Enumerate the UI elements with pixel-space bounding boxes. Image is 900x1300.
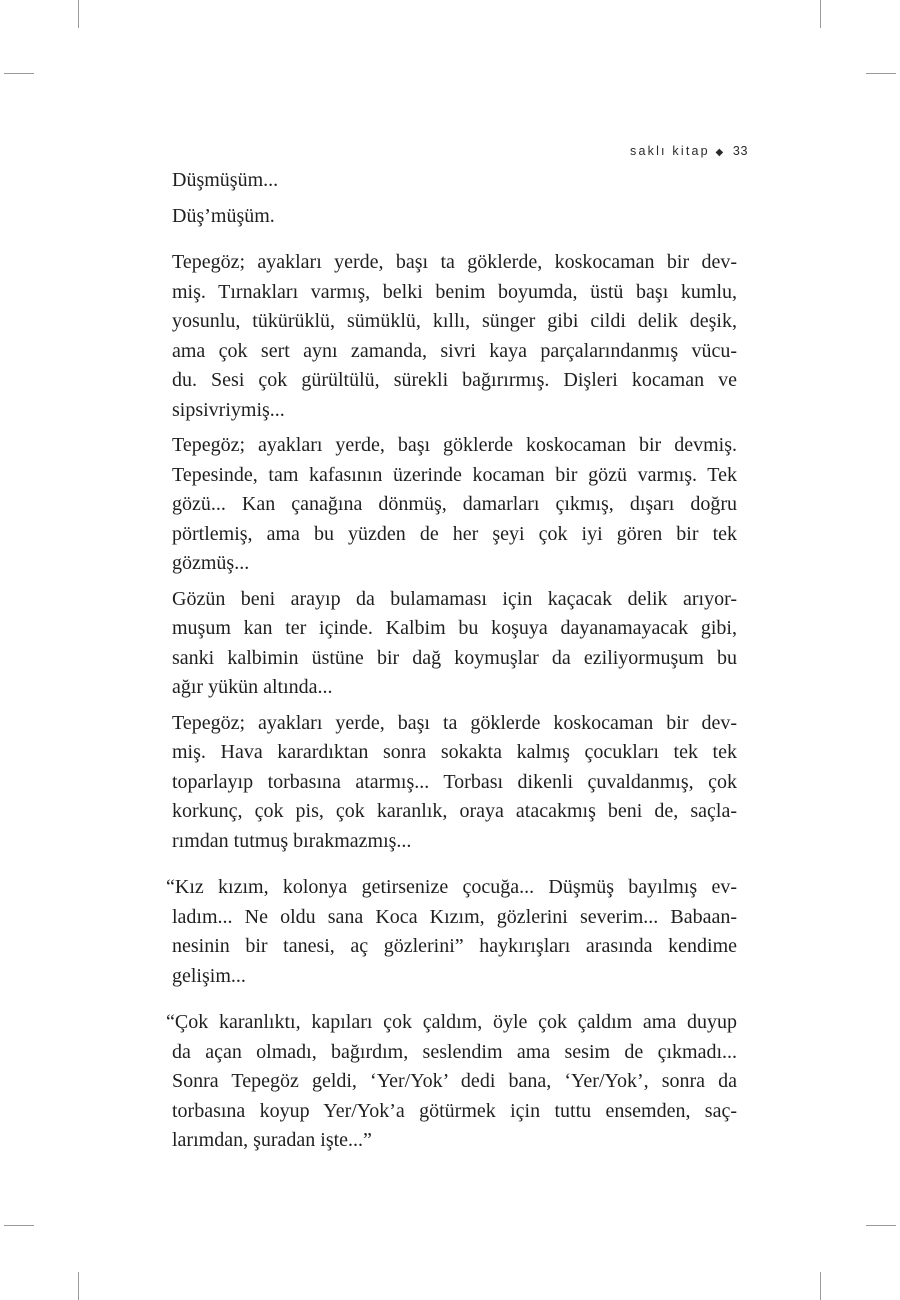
text-line: larımdan, şuradan işte...” xyxy=(172,1129,372,1151)
quoted-paragraph xyxy=(166,873,737,991)
text-line: “Çok karanlıktı, kapıları çok çaldım, öyle çok çaldım ama duyup xyxy=(166,1011,737,1033)
body-text xyxy=(166,166,737,1156)
text-line: Düşmüşüm... xyxy=(172,169,279,191)
text-line: ladım... Ne oldu sana Koca Kızım, gözlerini severim... Babaan- xyxy=(172,905,737,928)
crop-mark-top-left xyxy=(78,0,79,28)
paragraph xyxy=(172,431,737,579)
text-line: korkunç, çok pis, çok karanlık, oraya atacakmış beni de, saçla- xyxy=(172,800,737,822)
text-line: da açan olmadı, bağırdım, seslendim ama sesim de çıkmadı... xyxy=(172,1040,737,1063)
diamond-icon: ◆ xyxy=(715,147,724,158)
running-head xyxy=(630,144,748,158)
text-line: ama çok sert aynı zamanda, sivri kaya parçalarındanmış vücu- xyxy=(172,339,737,362)
text-line: Tepegöz; ayakları yerde, başı ta göklerde koskocaman bir dev- xyxy=(172,711,737,734)
page-number: 33 xyxy=(732,144,748,158)
text-line: Gözün beni arayıp da bulamaması için kaçacak delik arıyor- xyxy=(172,587,737,610)
paragraph xyxy=(172,248,737,425)
text-line: Tepegöz; ayakları yerde, başı ta göklerde, koskocaman bir dev- xyxy=(172,251,737,273)
text-line: yosunlu, tükürüklü, sümüklü, kıllı, sünger gibi cildi delik deşik, xyxy=(172,310,737,332)
text-line: miş. Hava karardıktan sonra sokakta kalmış çocukları tek tek xyxy=(172,741,737,763)
text-line: Tepesinde, tam kafasının üzerinde kocaman bir gözü varmış. Tek xyxy=(172,463,737,486)
text-line: Düş’müşüm. xyxy=(172,204,275,227)
quoted-paragraph xyxy=(166,1008,737,1156)
text-line: du. Sesi çok gürültülü, sürekli bağırırmış. Dişleri kocaman ve xyxy=(172,369,737,391)
text-line: miş. Tırnakları varmış, belki benim boyumda, üstü başı kumlu, xyxy=(172,280,737,303)
paragraph xyxy=(172,709,737,857)
crop-mark-top-right xyxy=(820,0,821,28)
text-line: toparlayıp torbasına atarmış... Torbası dikenli çuvaldanmış, çok xyxy=(172,770,737,793)
text-line: pörtlemiş, ama bu yüzden de her şeyi çok iyi gören bir tek xyxy=(172,522,737,545)
crop-mark-bottom-right xyxy=(820,1272,821,1300)
crop-mark-left-top xyxy=(4,73,34,74)
paragraph xyxy=(172,202,737,232)
crop-mark-right-top xyxy=(866,73,896,74)
text-line: torbasına koyup Yer/Yok’a götürmek için tuttu ensemden, saç- xyxy=(172,1099,737,1122)
text-line: gelişim... xyxy=(172,964,246,987)
crop-mark-right-bottom xyxy=(866,1225,896,1226)
text-line: gözü... Kan çanağına dönmüş, damarları çıkmış, dışarı doğru xyxy=(172,493,737,515)
text-line: sipsivriymiş... xyxy=(172,398,285,421)
text-line: rımdan tutmuş bırakmazmış... xyxy=(172,829,412,852)
text-line: “Kız kızım, kolonya getirsenize çocuğa... Düşmüş bayılmış ev- xyxy=(166,876,737,898)
text-line: sanki kalbimin üstüne bir dağ koymuşlar da eziliyormuşum bu xyxy=(172,646,737,669)
crop-mark-left-bottom xyxy=(4,1225,34,1226)
text-line: gözmüş... xyxy=(172,552,250,574)
text-line: muşum kan ter içinde. Kalbim bu koşuya dayanamayacak gibi, xyxy=(172,617,737,639)
text-line: nesinin bir tanesi, aç gözlerini” haykırışları arasında kendime xyxy=(172,935,737,957)
text-line: Tepegöz; ayakları yerde, başı göklerde koskocaman bir devmiş. xyxy=(172,434,737,456)
paragraph xyxy=(172,166,737,196)
text-line: ağır yükün altında... xyxy=(172,676,333,698)
crop-mark-bottom-left xyxy=(78,1272,79,1300)
paragraph xyxy=(172,585,737,703)
book-title: saklı kitap xyxy=(630,144,710,158)
text-line: Sonra Tepegöz geldi, ‘Yer/Yok’ dedi bana, ‘Yer/Yok’, sonra da xyxy=(172,1070,737,1092)
